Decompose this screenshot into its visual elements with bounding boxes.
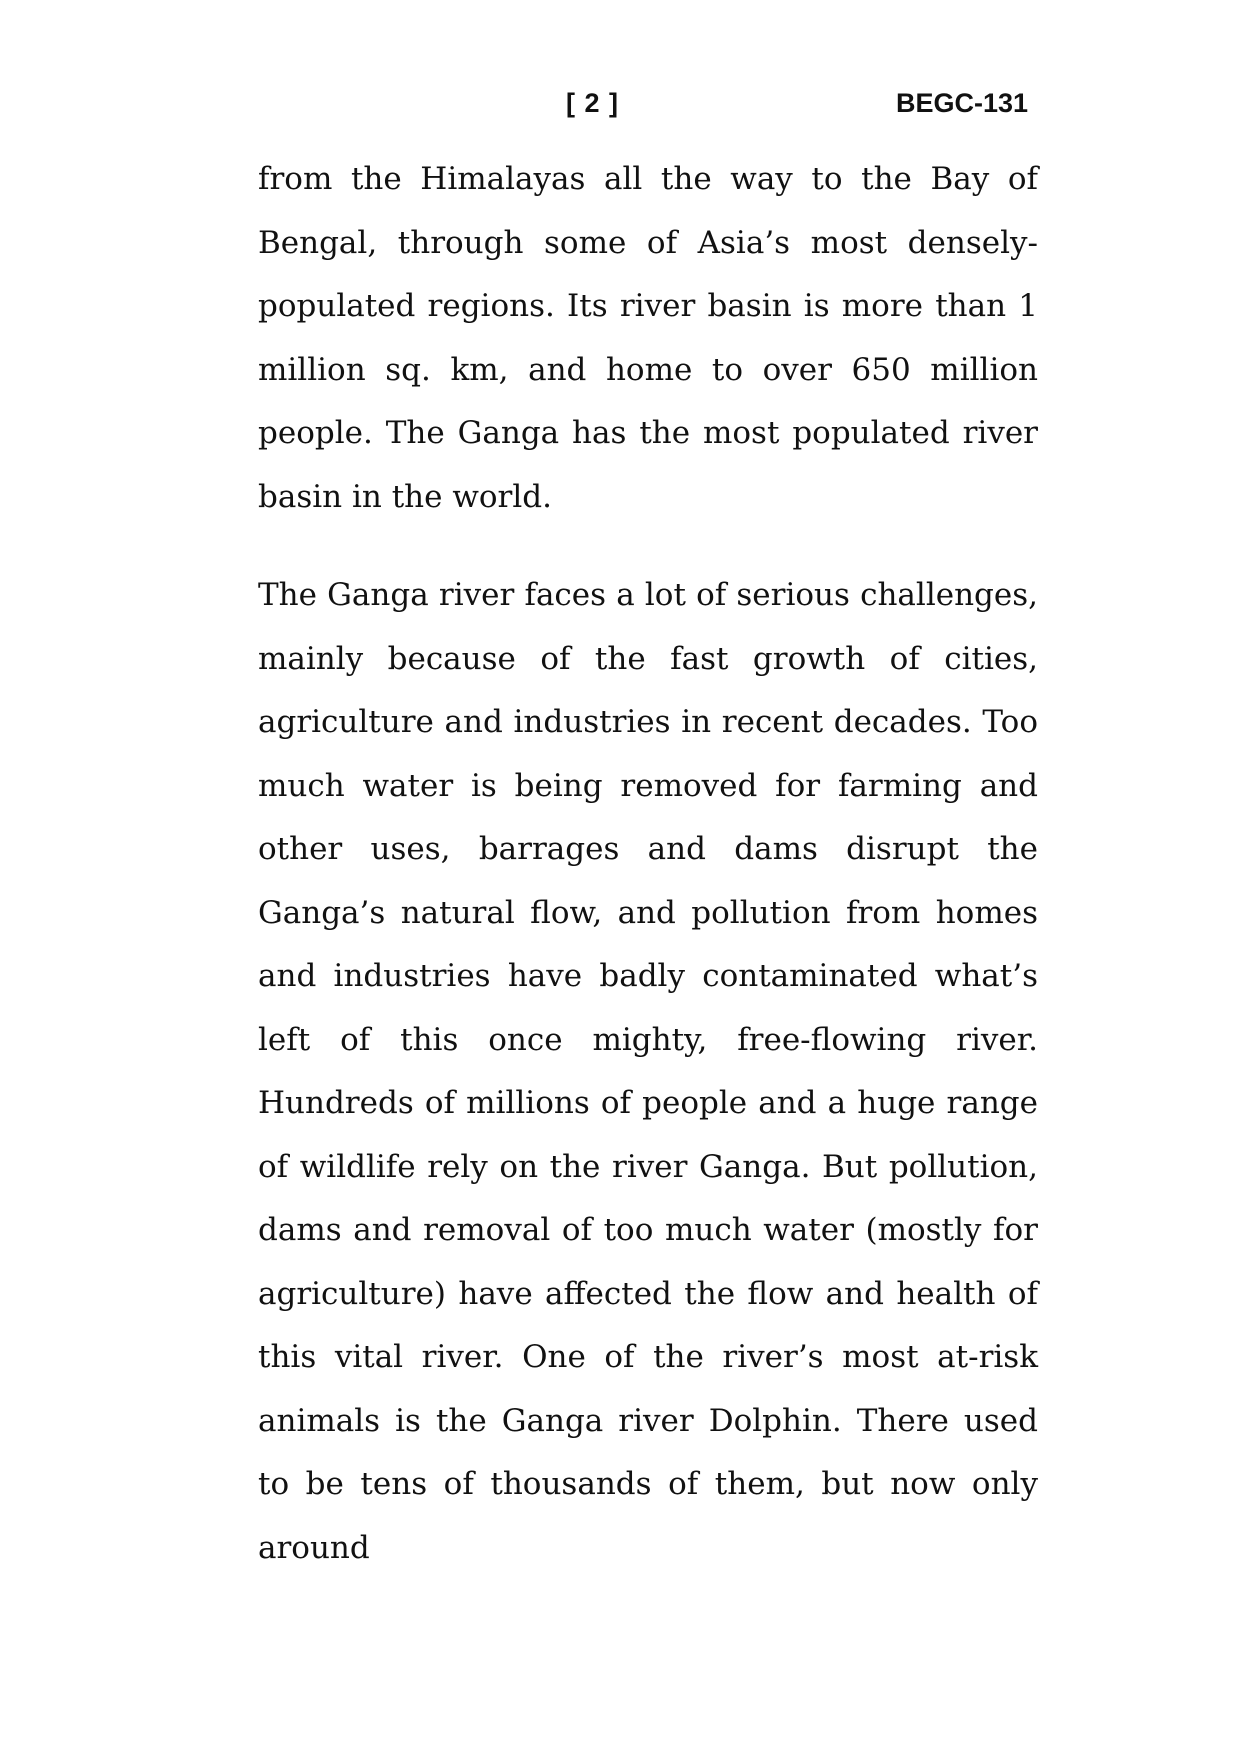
page-number: [ 2 ] xyxy=(566,88,620,118)
paragraph-ganga-challenges: The Ganga river faces a lot of serious challenges, mainly because of the fast growth of cities, agriculture and industries in recent decades. Too much water is being removed for farming and other uses, barrages and dams disrupt the Ganga’s natural flow, and pollution from homes and industries have badly contaminated what’s left of this once mighty, free-flowing river. Hundreds of millions of people and a huge range of wildlife rely on the river Ganga. But pollution, dams and removal of too much water (mostly for agriculture) have affected the flow and health of this vital river. One of the river’s most at-risk animals is the Ganga river Dolphin. There used to be tens of thousands of them, but now only around xyxy=(258,577,1038,1566)
course-code: BEGC-131 xyxy=(896,88,1029,118)
paragraph-ganga-basin: from the Himalayas all the way to the Bay of Bengal, through some of Asia’s most densely-populated regions. Its river basin is more than 1 million sq. km, and home to over 650 million people. The Ganga has the most populated river basin in the world. xyxy=(258,161,1038,515)
